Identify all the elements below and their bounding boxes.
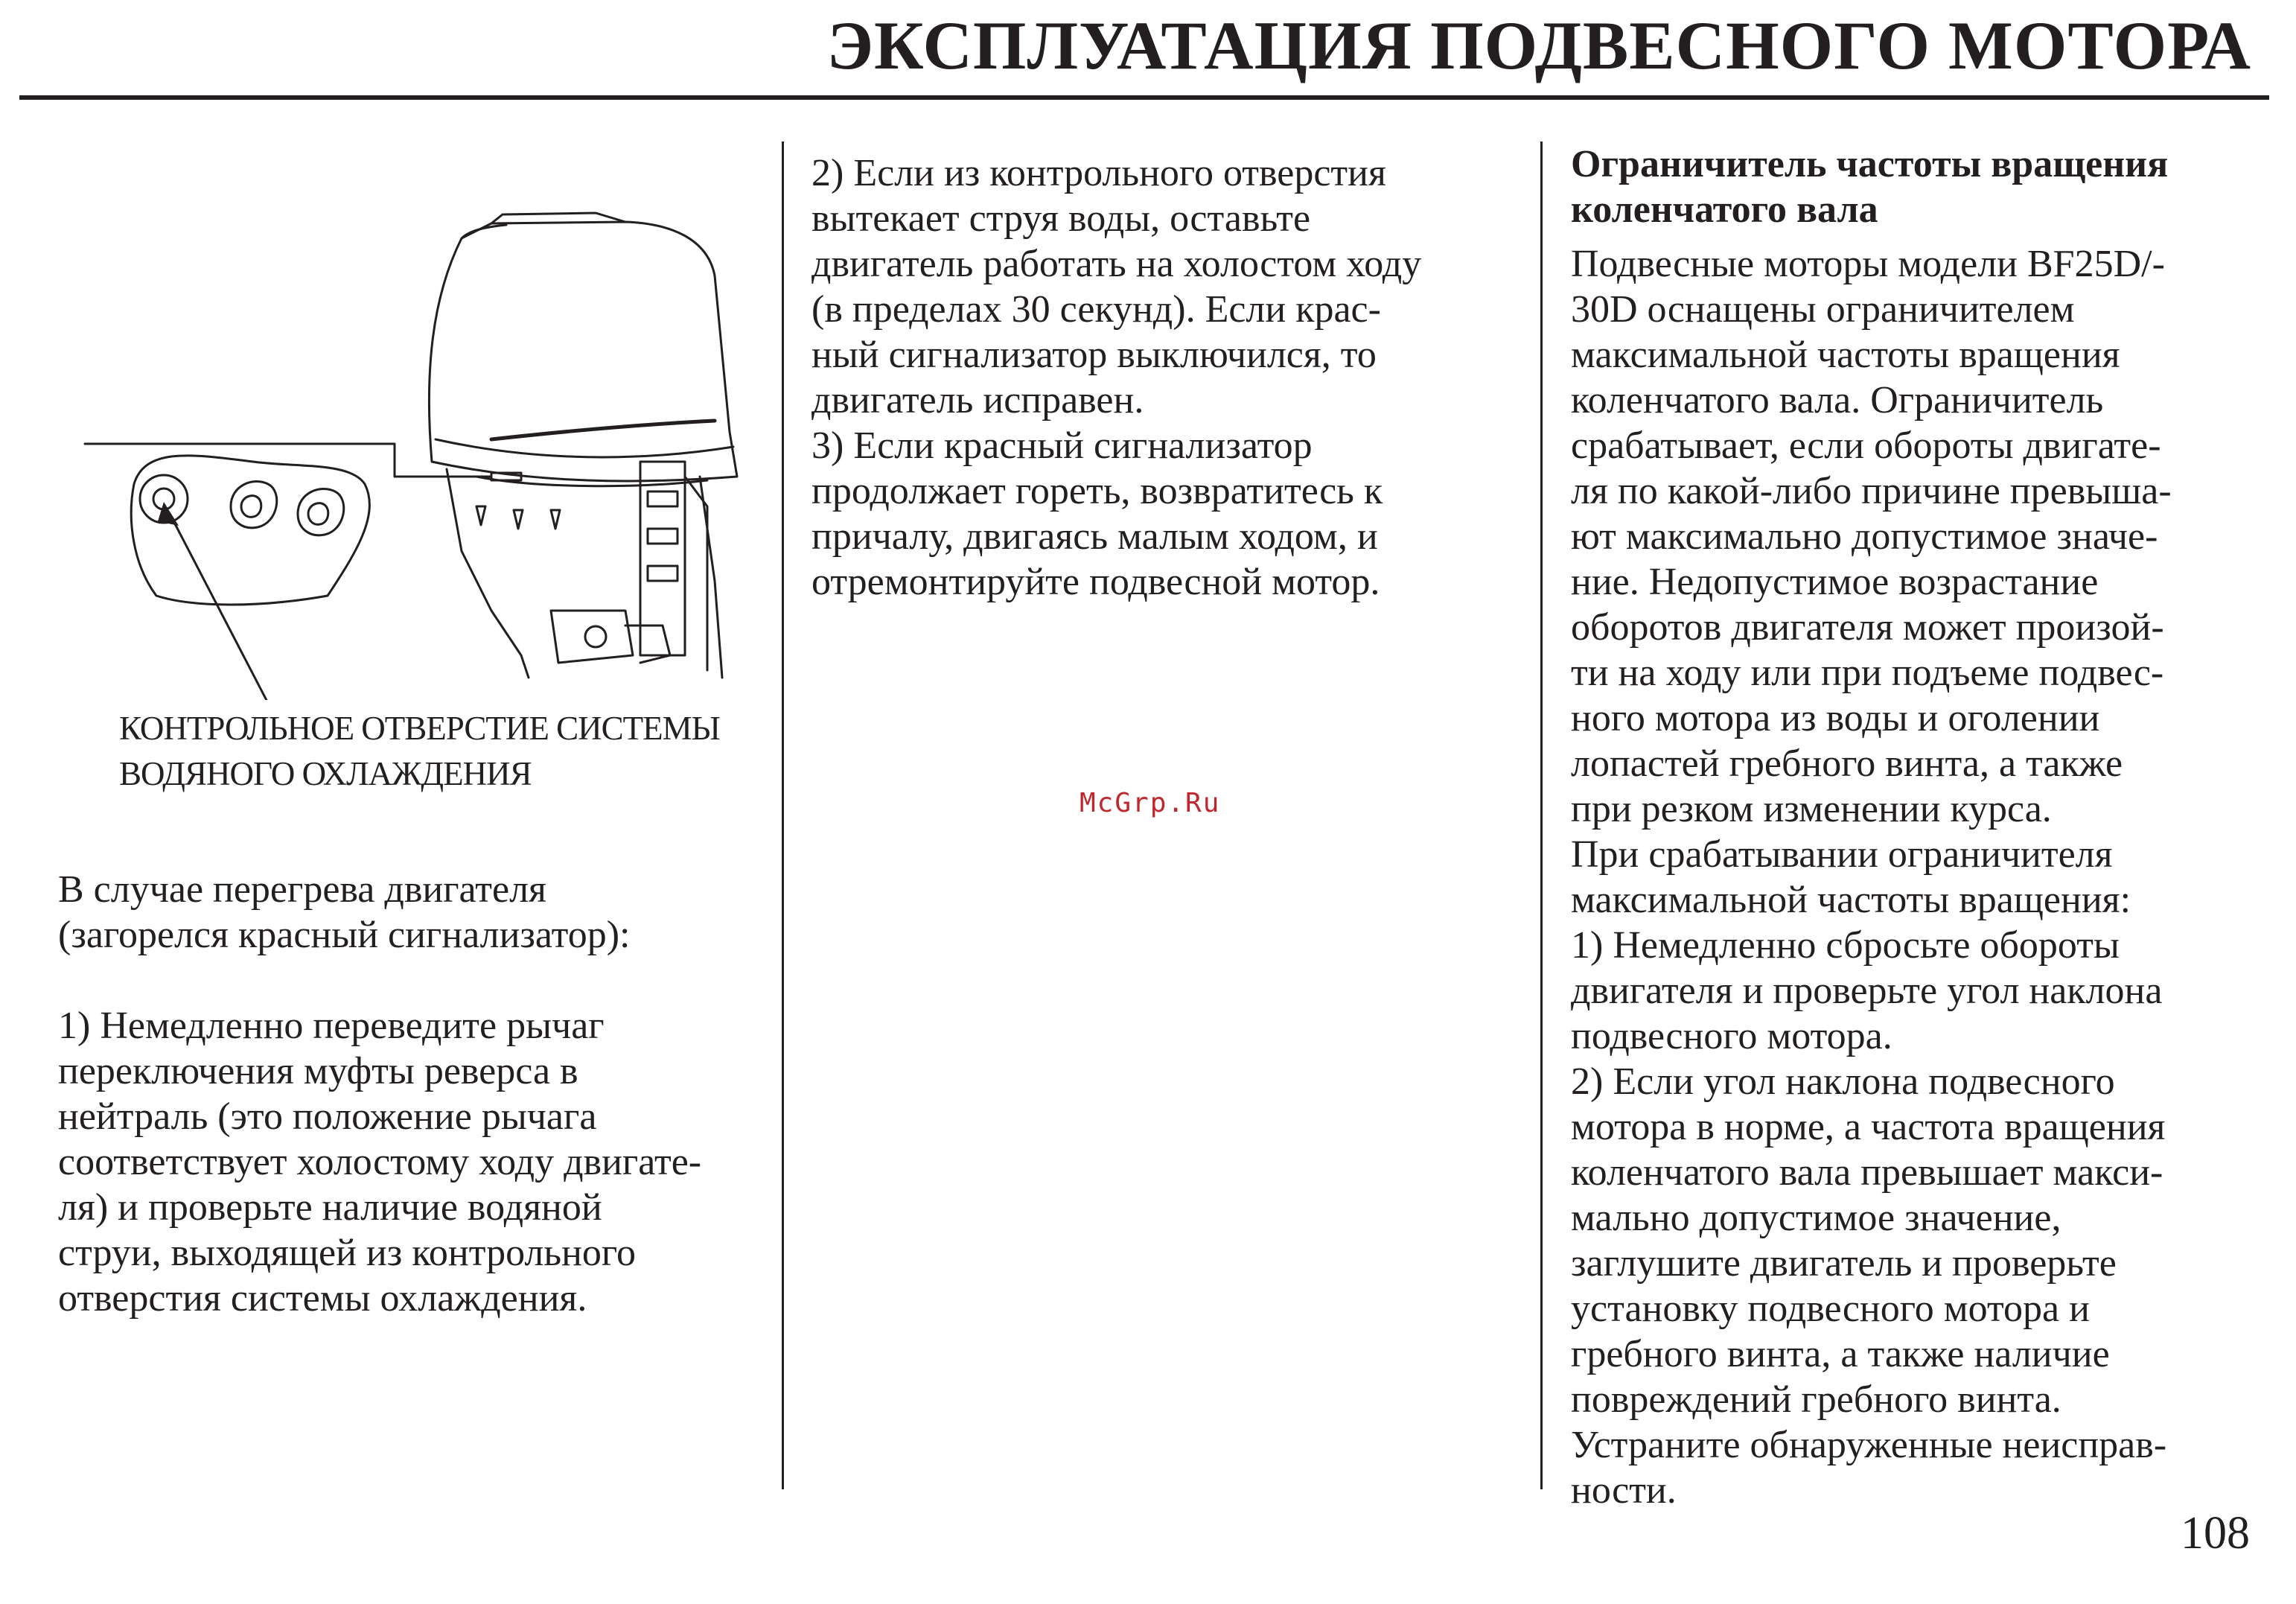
- engine-cover: [429, 222, 737, 481]
- text-line: ля по какой-либо причине превыша-: [1571, 470, 2172, 512]
- text-line: ние. Недопустимое возрастание: [1571, 561, 2099, 603]
- title-rule: [19, 95, 2269, 100]
- text-line: коленчатого вала. Ограничитель: [1571, 379, 2104, 421]
- text-line: повреждений гребного винта.: [1571, 1378, 2061, 1421]
- text-line: вытекает струя воды, оставьте: [811, 197, 1311, 240]
- text-line: двигатель исправен.: [811, 379, 1144, 421]
- column-divider: [782, 141, 784, 1489]
- text-line: ти на ходу или при подъеме подвес-: [1571, 652, 2164, 694]
- text-line: подвесного мотора.: [1571, 1015, 1892, 1057]
- text-line: оборотов двигателя может произой-: [1571, 606, 2164, 649]
- left-column: [58, 867, 701, 1321]
- text-line: установку подвесного мотора и: [1571, 1288, 2090, 1330]
- text-line: отремонтируйте подвесной мотор.: [811, 561, 1380, 603]
- text-line: 1) Немедленно сбросьте обороты: [1571, 924, 2120, 967]
- text-line: максимальной частоты вращения:: [1571, 879, 2131, 921]
- page-title: ЭКСПЛУАТАЦИЯ ПОДВЕСНОГО МОТОРА: [826, 7, 2251, 83]
- text-line: ля) и проверьте наличие водяной: [58, 1186, 602, 1229]
- text-line: мотора в норме, а частота вращения: [1571, 1106, 2166, 1148]
- text-line: ют максимально допустимое значе-: [1571, 515, 2158, 558]
- right-column-body: [1571, 241, 2172, 1513]
- text-line: максимальной частоты вращения: [1571, 334, 2120, 376]
- text-line: гребного винта, а также наличие: [1571, 1333, 2110, 1375]
- column-divider: [1540, 141, 1543, 1489]
- text-line: 2) Если угол наклона подвесного: [1571, 1060, 2115, 1103]
- text-line: двигатель работать на холостом ходу: [811, 243, 1422, 285]
- text-line: В случае перегрева двигателя: [58, 868, 546, 911]
- text-line: соответствует холостому ходу двигате-: [58, 1141, 702, 1183]
- text-line: 30D оснащены ограничителем: [1571, 288, 2075, 331]
- text-line: Подвесные моторы модели BF25D/-: [1571, 243, 2165, 285]
- text-line: При срабатывании ограничителя: [1571, 833, 2113, 876]
- caption-line: ВОДЯНОГО ОХЛАЖДЕНИЯ: [119, 755, 532, 792]
- text-line: 1) Немедленно переведите рычаг: [58, 1005, 605, 1047]
- text-line: отверстия системы охлаждения.: [58, 1277, 587, 1320]
- figure-caption: [119, 706, 720, 797]
- middle-column: [811, 150, 1421, 605]
- page-number: 108: [2181, 1508, 2250, 1559]
- text-line: нейтраль (это положение рычага: [58, 1095, 597, 1138]
- text-line: (в пределах 30 секунд). Если крас-: [811, 288, 1381, 331]
- right-column: [1571, 141, 2172, 1513]
- lower-housing: [447, 469, 529, 678]
- text-line: срабатывает, если обороты двигате-: [1571, 424, 2161, 467]
- text-line: Устраните обнаруженные неисправ-: [1571, 1424, 2167, 1466]
- text-line: причалу, двигаясь малым ходом, и: [811, 515, 1378, 558]
- text-line: продолжает гореть, возвратитесь к: [811, 470, 1383, 512]
- section-heading: Ограничитель частоты вращения: [1571, 143, 2169, 185]
- outboard-motor-figure: [74, 194, 744, 700]
- watermark: McGrp.Ru: [1080, 788, 1221, 818]
- text-line: двигателя и проверьте угол наклона: [1571, 970, 2163, 1012]
- text-line: ности.: [1571, 1469, 1677, 1512]
- text-line: мально допустимое значение,: [1571, 1197, 2061, 1239]
- text-line: 2) Если из контрольного отверстия: [811, 152, 1386, 194]
- pointer-arrow: [170, 514, 270, 700]
- section-heading: коленчатого вала: [1571, 188, 1878, 231]
- text-line: струи, выходящей из контрольного: [58, 1232, 636, 1274]
- text-line: 3) Если красный сигнализатор: [811, 424, 1313, 467]
- text-line: коленчатого вала превышает макси-: [1571, 1151, 2163, 1194]
- text-line: ного мотора из воды и оголении: [1571, 697, 2100, 739]
- caption-line: КОНТРОЛЬНОЕ ОТВЕРСТИЕ СИСТЕМЫ: [119, 710, 720, 747]
- text-line: ный сигнализатор выключился, то: [811, 334, 1377, 376]
- text-line: при резком изменении курса.: [1571, 788, 2052, 830]
- text-line: (загорелся красный сигнализатор):: [58, 914, 631, 956]
- text-line: переключения муфты реверса в: [58, 1050, 578, 1092]
- text-line: лопастей гребного винта, а также: [1571, 742, 2123, 785]
- text-line: заглушите двигатель и проверьте: [1571, 1242, 2117, 1285]
